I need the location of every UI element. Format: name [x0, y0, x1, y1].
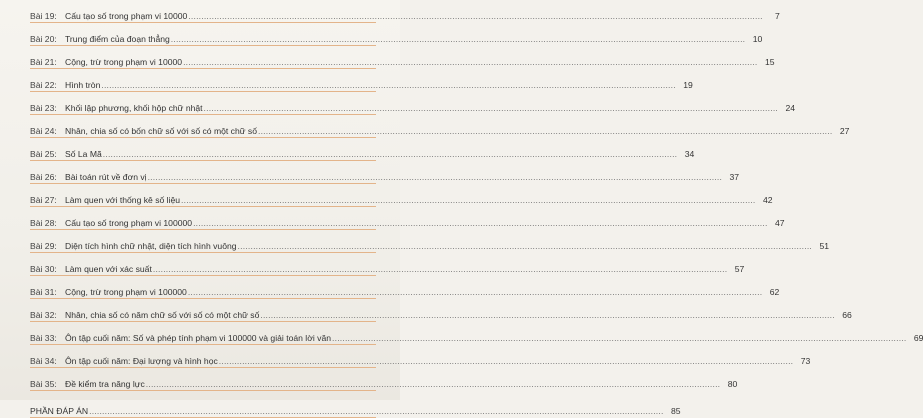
- toc-entry: [30, 69, 693, 92]
- page-number: 57: [734, 264, 745, 274]
- lesson-title: Nhân, chia số có năm chữ số với số có một chữ số: [65, 310, 260, 320]
- dot-leader: [188, 286, 762, 298]
- dot-leader: [204, 102, 778, 114]
- dot-leader: [260, 309, 834, 321]
- dot-leader: [219, 355, 793, 367]
- toc-entry: [30, 253, 745, 276]
- lesson-title: Làm quen với xác suất: [65, 264, 152, 274]
- toc-entry: [30, 299, 852, 322]
- page-number: 27: [839, 126, 850, 136]
- lesson-title: Cấu tạo số trong phạm vi 100000: [65, 218, 193, 228]
- lesson-title: Ôn tập cuối năm: Đại lượng và hình học: [65, 356, 218, 366]
- toc-entry: [30, 161, 740, 184]
- page-number: 73: [800, 356, 811, 366]
- lesson-title: Đề kiểm tra năng lực: [65, 379, 145, 389]
- toc-entry: [30, 368, 738, 391]
- lesson-number: Bài 30:: [30, 264, 57, 274]
- toc-entry: [30, 138, 695, 161]
- lesson-title: Bài toán rút về đơn vị: [65, 172, 147, 182]
- page-number: 62: [769, 287, 780, 297]
- lesson-title: PHẦN ĐÁP ÁN: [30, 406, 89, 416]
- page-number: 85: [671, 406, 681, 416]
- dot-leader: [103, 148, 677, 160]
- dot-leader: [238, 240, 812, 252]
- toc-entry: [30, 92, 795, 115]
- page-number: 37: [729, 172, 740, 182]
- dot-leader: [148, 171, 722, 183]
- page-number: 7: [774, 11, 780, 21]
- toc-entry: [30, 23, 763, 46]
- dot-leader: [332, 332, 906, 344]
- toc-entry: [30, 115, 850, 138]
- lesson-title: Ôn tập cuối năm: Số và phép tính phạm vi 100000 và giải toán lời văn: [65, 333, 332, 343]
- lesson-title: Cấu tạo số trong phạm vi 10000: [65, 11, 188, 21]
- toc-entry: [30, 46, 775, 69]
- lesson-number: Bài 19:: [30, 11, 57, 21]
- dot-leader: [258, 125, 832, 137]
- dot-leader: [171, 33, 745, 45]
- page-number: 34: [684, 149, 695, 159]
- toc-entry: [30, 230, 829, 253]
- toc-entry: [30, 391, 681, 418]
- lesson-title: Trung điểm của đoạn thẳng: [65, 34, 170, 44]
- lesson-title: Diện tích hình chữ nhật, diện tích hình vuông: [65, 241, 237, 251]
- lesson-number: Bài 23:: [30, 103, 57, 113]
- lesson-title: Số La Mã: [65, 149, 102, 159]
- page-number: 80: [727, 379, 738, 389]
- lesson-number: Bài 35:: [30, 379, 57, 389]
- lesson-number: Bài 25:: [30, 149, 57, 159]
- lesson-number: Bài 22:: [30, 80, 57, 90]
- lesson-number: Bài 20:: [30, 34, 57, 44]
- lesson-number: Bài 32:: [30, 310, 57, 320]
- lesson-number: Bài 21:: [30, 57, 57, 67]
- dot-leader: [193, 217, 767, 229]
- toc-entry: [30, 345, 811, 368]
- dot-leader: [153, 263, 727, 275]
- page-number: 10: [752, 34, 763, 44]
- page-number: 15: [764, 57, 775, 67]
- page-number: 51: [819, 241, 829, 251]
- dot-leader: [188, 10, 762, 22]
- toc-entry: [30, 322, 923, 345]
- page-number: 42: [762, 195, 773, 205]
- lesson-number: Bài 29:: [30, 241, 57, 251]
- page-number: 69: [913, 333, 923, 343]
- lesson-title: Cộng, trừ trong phạm vi 100000: [65, 287, 187, 297]
- lesson-title: Cộng, trừ trong phạm vi 10000: [65, 57, 183, 67]
- lesson-number: Bài 27:: [30, 195, 57, 205]
- lesson-number: Bài 24:: [30, 126, 57, 136]
- dot-leader: [181, 194, 755, 206]
- toc-entry: [30, 276, 780, 299]
- toc-entry: [30, 184, 773, 207]
- page-number: 66: [842, 310, 852, 320]
- lesson-number: Bài 33:: [30, 333, 57, 343]
- page-number: 19: [683, 80, 693, 90]
- dot-leader: [183, 56, 757, 68]
- dot-leader: [146, 378, 720, 390]
- lesson-title: Nhân, chia số có bốn chữ số với số có một chữ số: [65, 126, 257, 136]
- lesson-title: Hình tròn: [65, 80, 101, 90]
- lesson-title: Làm quen với thống kê số liệu: [65, 195, 181, 205]
- toc-entry: [30, 207, 785, 230]
- table-of-contents: [30, 0, 923, 418]
- page-number: 47: [774, 218, 785, 228]
- lesson-number: Bài 31:: [30, 287, 57, 297]
- page-number: 24: [785, 103, 795, 113]
- lesson-number: Bài 28:: [30, 218, 57, 228]
- dot-leader: [89, 405, 663, 417]
- toc-entry: [30, 0, 780, 23]
- dot-leader: [101, 79, 675, 91]
- lesson-title: Khối lập phương, khối hộp chữ nhật: [65, 103, 203, 113]
- lesson-number: Bài 26:: [30, 172, 57, 182]
- lesson-number: Bài 34:: [30, 356, 57, 366]
